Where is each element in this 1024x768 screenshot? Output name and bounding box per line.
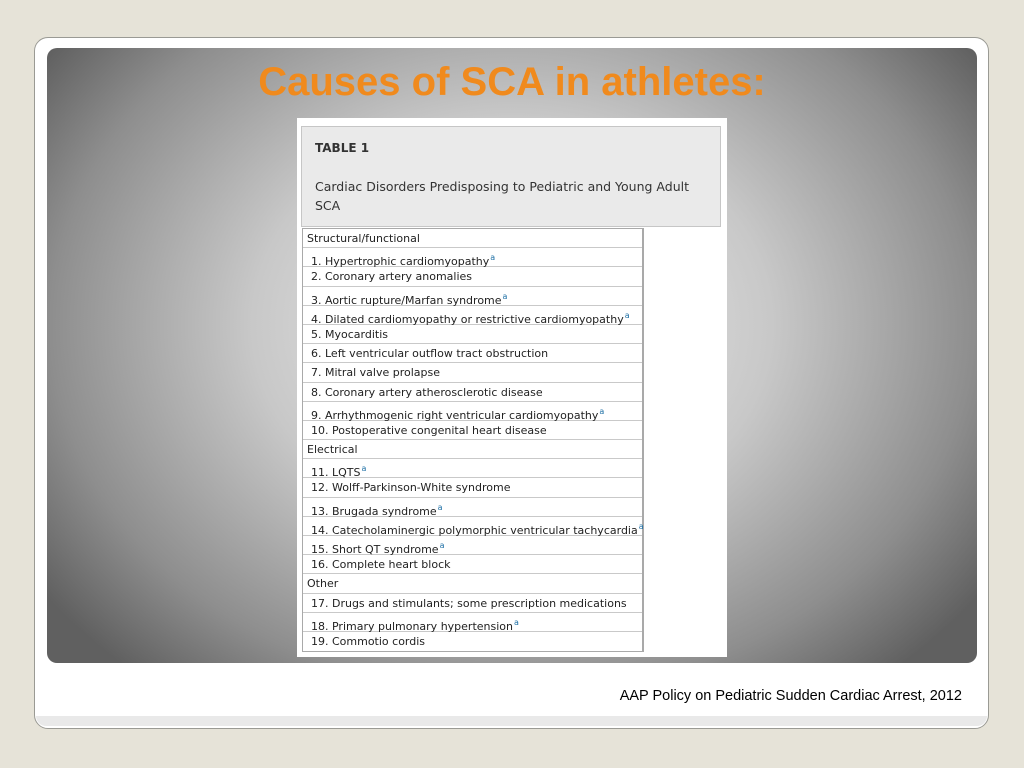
- table-row-text: 7. Mitral valve prolapse: [311, 366, 441, 380]
- footnote-mark: a: [624, 310, 630, 320]
- table-row: [303, 363, 642, 382]
- table-row-text: 9. Arrhythmogenic right ventricular cardiomyopathy: [311, 408, 599, 422]
- footnote-mark: a: [490, 253, 496, 263]
- table-row-text: 16. Complete heart block: [311, 558, 451, 572]
- slide-footer-strip: [36, 716, 987, 726]
- table-label: TABLE 1: [315, 141, 370, 155]
- table-row-text: 15. Short QT syndrome: [311, 543, 439, 556]
- table-figure: [297, 118, 727, 657]
- table-row: [303, 613, 642, 632]
- table-row-text: 19. Commotio cordis: [311, 634, 426, 648]
- footnote-mark: a: [361, 464, 367, 474]
- table-row-text: 2. Coronary artery anomalies: [311, 270, 473, 284]
- table-row-text: 5. Myocarditis: [311, 327, 388, 341]
- table-header: [301, 126, 721, 227]
- table-row-text: 3. Aortic rupture/Marfan syndrome: [311, 293, 502, 307]
- table-section-row: [303, 229, 642, 248]
- table-row: [303, 632, 642, 651]
- table-row: [303, 536, 642, 555]
- table-row-text: 18. Primary pulmonary hypertension: [311, 619, 513, 633]
- table-row-text: 1. Hypertrophic cardiomyopathy: [311, 255, 490, 269]
- footnote-mark: a: [437, 502, 443, 512]
- table-row: [303, 344, 642, 363]
- table-row: [303, 402, 642, 421]
- table-row: [303, 517, 642, 536]
- table-row: [303, 555, 642, 574]
- table-row-text: Other: [307, 577, 339, 591]
- table-body: [302, 228, 644, 652]
- table-row: [303, 287, 642, 306]
- table-row: [303, 267, 642, 286]
- footnote-mark: a: [599, 406, 605, 416]
- footnote-mark: a: [514, 617, 519, 627]
- table-row: [303, 459, 642, 478]
- footnote-mark: a: [638, 521, 644, 531]
- table-row-text: 11. LQTS: [311, 466, 361, 480]
- table-section-row: [303, 440, 642, 459]
- table-row: [303, 498, 642, 517]
- slide-title: Causes of SCA in athletes:: [258, 60, 766, 104]
- table-row-text: 10. Postoperative congenital heart disease: [311, 423, 547, 437]
- table-row: [303, 248, 642, 267]
- citation: AAP Policy on Pediatric Sudden Cardiac Arrest, 2012: [619, 688, 962, 704]
- footnote-mark: a: [502, 291, 508, 301]
- table-row-text: Electrical: [307, 443, 358, 457]
- table-row: [303, 421, 642, 440]
- table-section-row: [303, 574, 642, 593]
- table-row-text: 6. Left ventricular outflow tract obstruction: [311, 347, 549, 361]
- footnote-mark: a: [439, 541, 445, 550]
- table-row: [303, 383, 642, 402]
- table-row: [303, 594, 642, 613]
- table-caption: Cardiac Disorders Predisposing to Pediatric and Young Adult SCA: [315, 179, 689, 213]
- table-row-text: Structural/functional: [307, 232, 420, 245]
- table-row: [303, 325, 642, 344]
- table-row-text: 14. Catecholaminergic polymorphic ventricular tachycardia: [311, 523, 638, 537]
- table-row-text: 8. Coronary artery atherosclerotic disease: [311, 385, 543, 399]
- table-row-text: 13. Brugada syndrome: [311, 504, 437, 518]
- table-row-text: 17. Drugs and stimulants; some prescription medications: [311, 596, 627, 610]
- table-row: [303, 306, 642, 325]
- table-row: [303, 478, 642, 497]
- table-row-text: 4. Dilated cardiomyopathy or restrictive cardiomyopathy: [311, 312, 624, 326]
- table-row-text: 12. Wolff-Parkinson-White syndrome: [311, 481, 511, 495]
